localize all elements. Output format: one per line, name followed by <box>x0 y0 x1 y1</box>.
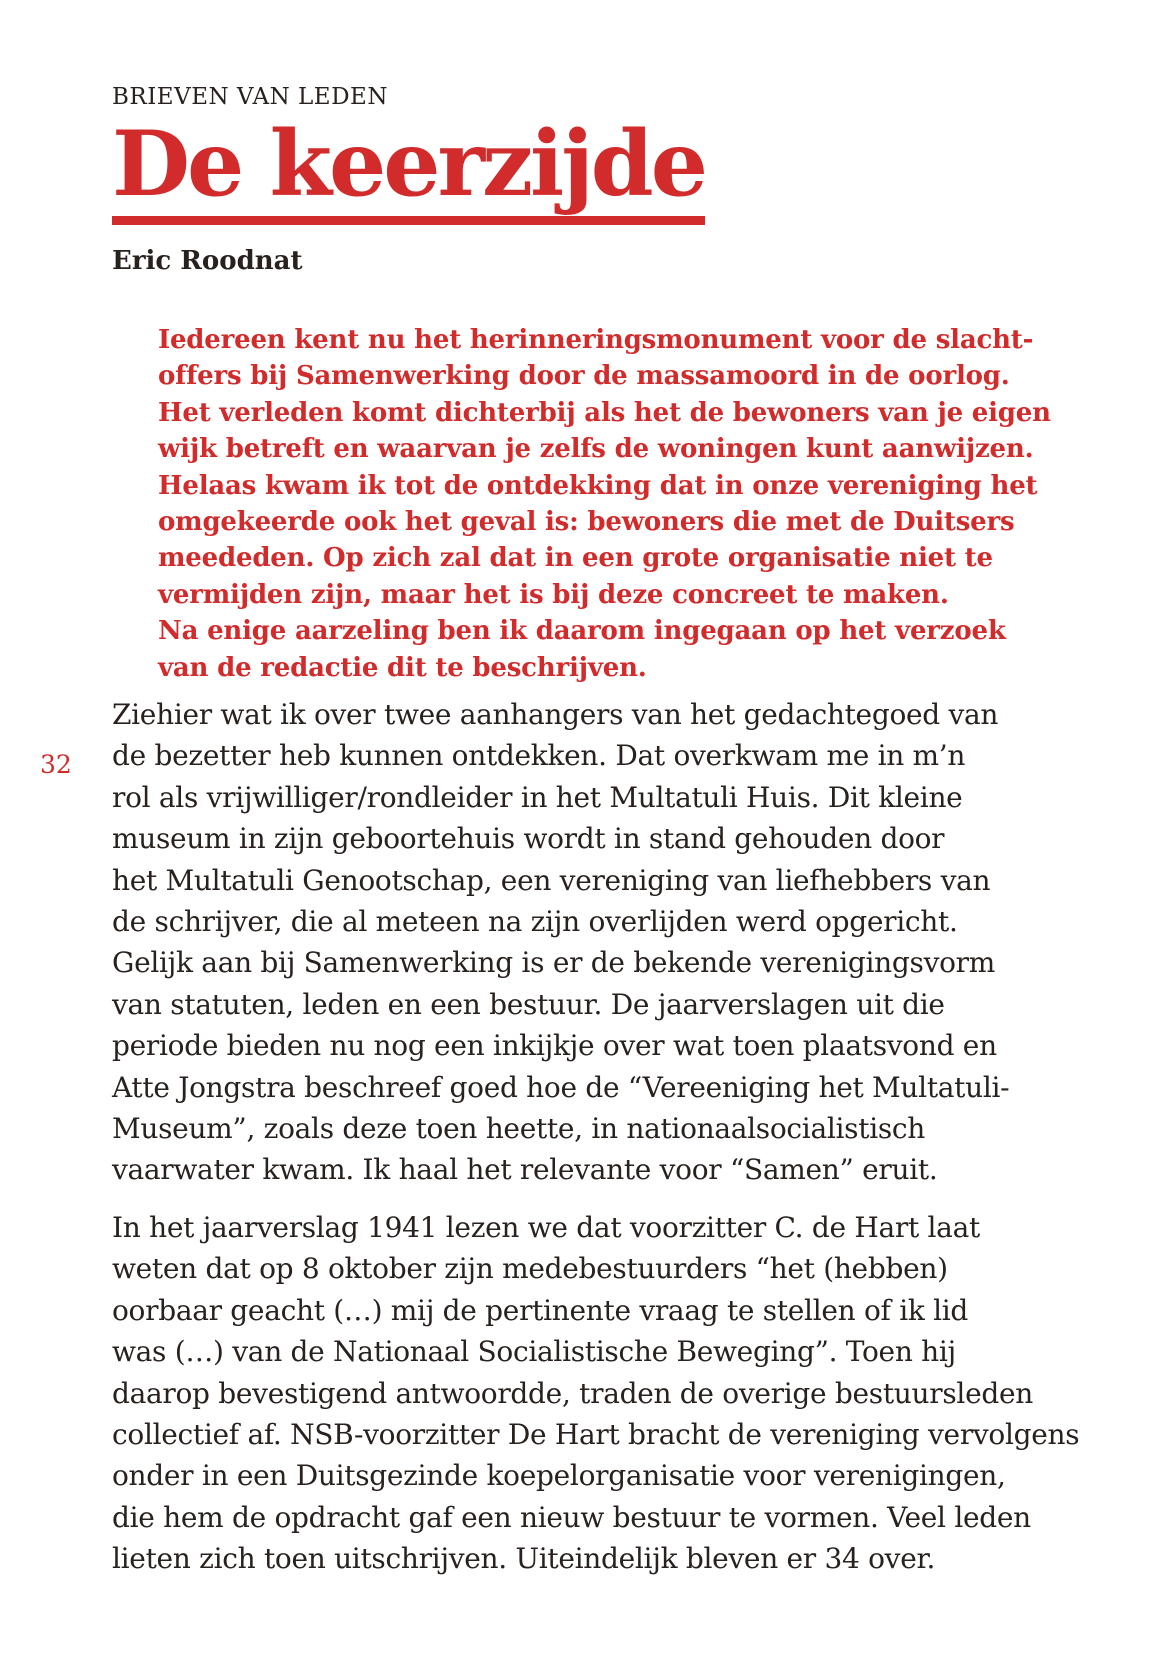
body-line: van statuten, leden en een bestuur. De jaarverslagen uit die <box>112 987 945 1021</box>
body-paragraph-2 <box>112 1207 1079 1580</box>
body-line: rol als vrijwilliger/rondleider in het Multatuli Huis. Dit kleine <box>112 780 963 814</box>
body-line: collectief af. NSB-voorzitter De Hart bracht de vereniging vervolgens <box>112 1418 1080 1452</box>
intro-line: offers bij Samenwerking door de massamoord in de oorlog. <box>158 361 1010 392</box>
body-line: Ziehier wat ik over twee aanhangers van het gedachtegoed van <box>112 698 999 731</box>
body-line: die hem de opdracht gaf een nieuw bestuur te vormen. Veel leden <box>112 1500 1031 1534</box>
intro-line: vermijden zijn, maar het is bij deze concreet te maken. <box>158 579 949 610</box>
intro-line: meededen. Op zich zal dat in een grote organisatie niet te <box>158 543 993 574</box>
intro-line: Na enige aarzeling ben ik daarom ingegaan op het verzoek <box>158 616 1006 647</box>
body-line: In het jaarverslag 1941 lezen we dat voorzitter C. de Hart laat <box>112 1211 980 1244</box>
body-line: lieten zich toen uitschrijven. Uiteindelijk bleven er 34 over. <box>112 1542 936 1576</box>
body-line: onder in een Duitsgezinde koepelorganisatie voor verenigingen, <box>112 1459 1006 1493</box>
body-line: museum in zijn geboortehuis wordt in stand gehouden door <box>112 822 945 856</box>
body-line: de bezetter heb kunnen ontdekken. Dat overkwam me in m’n <box>112 739 966 773</box>
body-line: de schrijver, die al meteen na zijn overlijden werd opgericht. <box>112 905 958 939</box>
body-line: het Multatuli Genootschap, een vereniging van liefhebbers van <box>112 863 991 897</box>
body-line: was (…) van de Nationaal Socialistische Beweging”. Toen hij <box>112 1335 956 1369</box>
body-line: periode bieden nu nog een inkijkje over wat toen plaatsvond en <box>112 1029 997 1063</box>
page-title: De keerzijde <box>112 119 705 225</box>
intro-paragraph <box>158 322 1051 686</box>
section-kicker: BRIEVEN VAN LEDEN <box>112 84 388 110</box>
body-paragraph-1 <box>112 694 1009 1191</box>
body-line: oorbaar geacht (…) mij de pertinente vraag te stellen of ik lid <box>112 1293 969 1327</box>
intro-line: wijk betreft en waarvan je zelfs de woningen kunt aanwijzen. <box>158 434 1034 465</box>
body-line: weten dat op 8 oktober zijn medebestuurders “het (hebben) <box>112 1252 948 1286</box>
intro-line: Helaas kwam ik tot de ontdekking dat in onze vereniging het <box>158 470 1038 501</box>
intro-line: van de redactie dit te beschrijven. <box>158 652 647 683</box>
body-line: Museum”, zoals deze toen heette, in nationaalsocialistisch <box>112 1112 926 1146</box>
body-line: daarop bevestigend antwoordde, traden de overige bestuursleden <box>112 1376 1033 1410</box>
intro-line: Het verleden komt dichterbij als het de bewoners van je eigen <box>158 397 1051 428</box>
page-number: 32 <box>40 750 72 779</box>
body-line: vaarwater kwam. Ik haal het relevante voor “Samen” eruit. <box>112 1153 938 1187</box>
intro-line: omgekeerde ook het geval is: bewoners die met de Duitsers <box>158 507 1015 538</box>
body-line: Gelijk aan bij Samenwerking is er de bekende verenigingsvorm <box>112 946 995 980</box>
author-byline: Eric Roodnat <box>112 246 303 276</box>
body-line: Atte Jongstra beschreef goed hoe de “Vereeniging het Multatuli- <box>112 1070 1010 1104</box>
intro-line: Iedereen kent nu het herinneringsmonument voor de slacht- <box>158 325 1034 355</box>
